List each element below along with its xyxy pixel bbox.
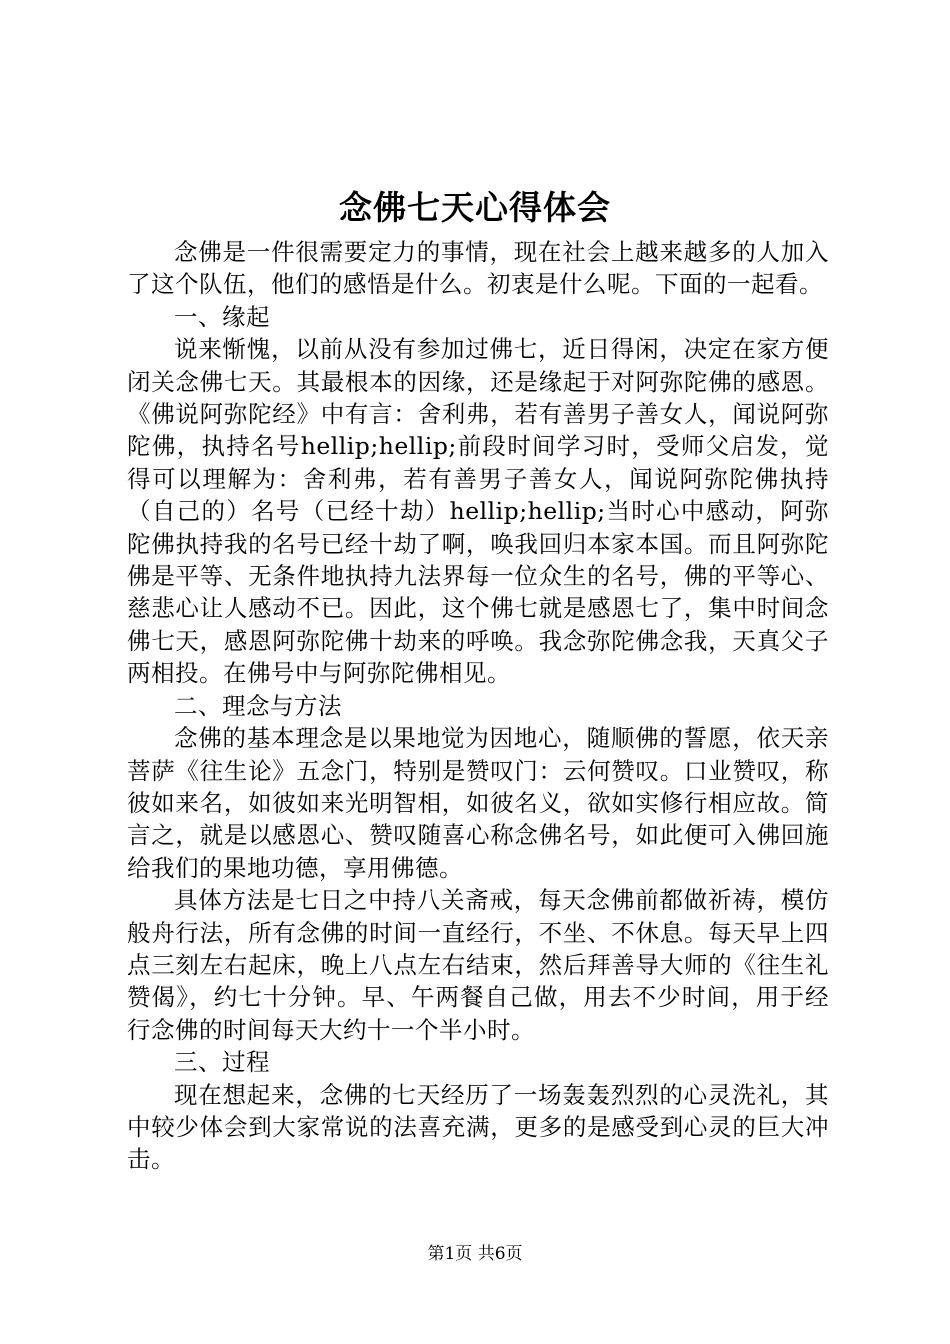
page-number: 第1页 共6页 [427,1244,523,1264]
method-paragraph: 具体方法是七日之中持八关斋戒，每天念佛前都做祈祷，模仿般舟行法，所有念佛的时间一直经行，不坐、不休息。每天早上四点三刻左右起床，晚上八点左右结束，然后拜善导大师的《往生礼赞偈》，约七十分钟。早、午两餐自己做，用去不少时间，用于经行念佛的时间每天大约十一个半小时。 [127,886,829,1044]
process-paragraph: 现在想起来，念佛的七天经历了一场轰轰烈烈的心灵洗礼，其中较少体会到大家常说的法喜充满，更多的是感受到心灵的巨大冲击。 [127,1080,829,1174]
origin-paragraph: 说来惭愧，以前从没有参加过佛七，近日得闲，决定在家方便闭关念佛七天。其最根本的因缘，还是缘起于对阿弥陀佛的感恩。《佛说阿弥陀经》中有言：舍利弗，若有善男子善女人，闻说阿弥陀佛，执持名号hellip;hellip;前段时间学习时，受师父启发，觉得可以理解为：舍利弗，若有善男子善女人，闻说阿弥陀佛执持（自己的）名号（已经十劫）hellip;hellip;当时心中感动，阿弥陀佛执持我的名号已经十劫了啊，唤我回归本家本国。而且阿弥陀佛是平等、无条件地执持九法界每一位众生的名号，佛的平等心、慈悲心让人感动不已。因此，这个佛七就是感恩七了，集中时间念佛七天，感恩阿弥陀佛十劫来的呼唤。我念弥陀佛念我，天真父子两相投。在佛号中与阿弥陀佛相见。 [127,335,829,688]
section-heading-method: 二、理念与方法 [174,691,342,720]
document-title: 念佛七天心得体会 [339,188,611,227]
concept-paragraph: 念佛的基本理念是以果地觉为因地心，随顺佛的誓愿，依天亲菩萨《往生论》五念门，特别是赞叹门：云何赞叹。口业赞叹，称彼如来名，如彼如来光明智相，如彼名义，欲如实修行相应故。简言之，就是以感恩心、赞叹随喜心称念佛名号，如此便可入佛回施给我们的果地功德，享用佛德。 [127,724,829,882]
section-heading-process: 三、过程 [174,1048,270,1077]
document-body [127,236,829,1176]
intro-paragraph: 念佛是一件很需要定力的事情，现在社会上越来越多的人加入了这个队伍，他们的感悟是什么。初衷是什么呢。下面的一起看。 [127,238,829,299]
section-heading-origin: 一、缘起 [174,302,270,331]
